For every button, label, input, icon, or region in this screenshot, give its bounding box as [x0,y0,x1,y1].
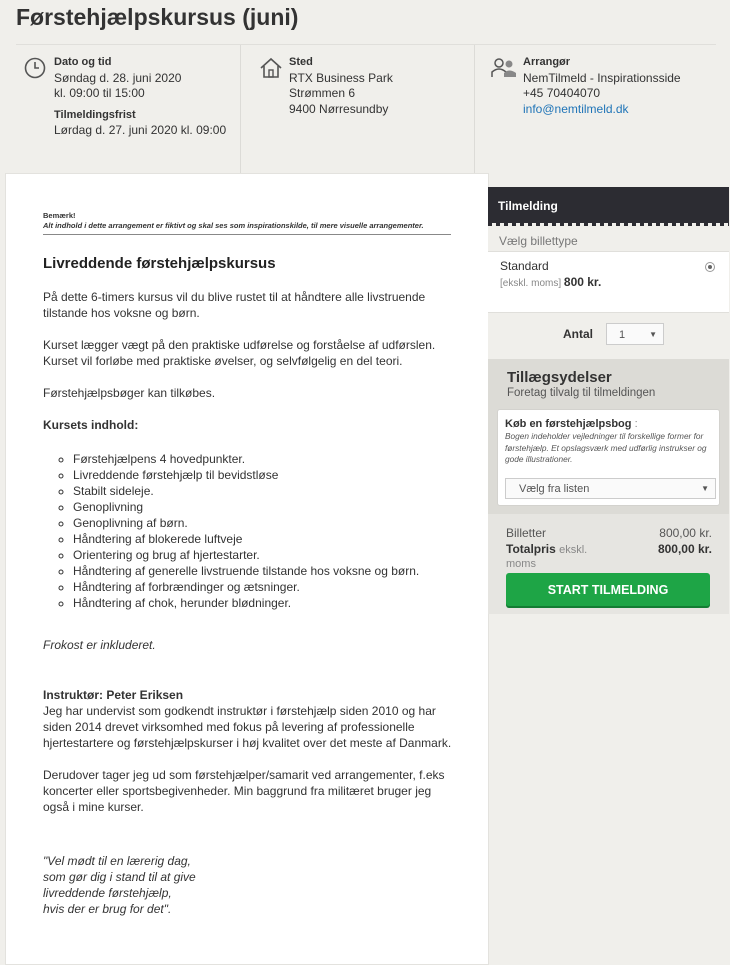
deadline-value: Lørdag d. 27. juni 2020 kl. 09:00 [54,123,227,137]
date-value: Søndag d. 28. juni 2020 [54,70,182,85]
tickets-value: 800,00 kr. [659,526,712,540]
list-item: ◦ Livreddende førstehjælp til bevidstløse [73,467,455,483]
organizer-email-link[interactable]: info@nemtilmeld.dk [523,101,629,116]
total-label: Totalpris [506,542,556,556]
place-label: Sted [289,56,313,68]
organizer-name: NemTilmeld - Inspirationsside [523,70,681,85]
quote-line: "Vel mødt til en lærerig dag, [43,854,191,868]
course-content-list [43,451,455,611]
note-text: Alt indhold i dette arrangement er fiktivt og skal ses som inspirationskilde, til mere visuelle arrangementer. [43,221,424,230]
chevron-down-icon: ▼ [701,484,709,493]
quote-line: som gør dig i stand til at give [43,870,196,884]
addons-title: Tillægsydelser [507,369,612,386]
book-addon-card [497,409,720,506]
house-icon [259,57,283,79]
people-icon [490,57,518,79]
event-content [43,254,455,933]
event-description-card [5,173,489,965]
deadline-label: Tilmeldingsfrist [54,108,136,121]
paragraph: På dette 6-timers kursus vil du blive rustet til at håndtere alle livstruende tilstande hos voksne og børn. [43,290,426,320]
organizer-phone: +45 70404070 [523,86,601,100]
page-title: Førstehjælpskursus (juni) [16,4,299,30]
list-item: ◦ Håndtering af forbrændinger og ætsninger. [73,579,455,595]
place-line1: RTX Business Park [289,70,393,85]
book-title-colon: : [634,418,638,430]
quantity-label: Antal [563,327,593,341]
list-item: ◦ Orientering og brug af hjertestarter. [73,547,455,563]
ticket-type-label: Vælg billettype [488,223,729,251]
date-label: Dato og tid [54,56,112,68]
place-line3: 9400 Nørresundby [289,101,389,116]
start-registration-button[interactable]: START TILMELDING [506,573,710,606]
registration-header: Tilmelding [488,187,729,223]
lunch-note: Frokost er inkluderet. [43,638,156,652]
addons-subtitle: Foretag tilvalg til tilmeldingen [507,387,656,399]
paragraph: Førstehjælpsbøger kan tilkøbes. [43,386,216,400]
ticket-price: 800 kr. [563,275,602,289]
total-label-row [506,542,587,556]
instructor-bio: Jeg har undervist som godkendt instruktør i førstehjælp siden 2010 og har siden 2014 drevet virksomhed med fokus på levering af professionelle hjertestartere og førstehjælpskurser i høj kvalitet over det meste af Danmark. [43,704,452,750]
ticket-radio[interactable] [705,262,715,272]
info-date [16,45,240,173]
ticket-option-standard[interactable] [488,251,729,313]
registration-panel [488,187,729,614]
addons-section [488,359,729,514]
ticket-price-row [500,275,717,289]
list-item: ◦ Stabilt sideleje. [73,483,455,499]
time-value: kl. 09:00 til 15:00 [54,86,145,100]
chevron-down-icon: ▼ [649,330,657,339]
quote-line: livreddende førstehjælp, [43,886,172,900]
list-item: ◦ Førstehjælpens 4 hovedpunkter. [73,451,455,467]
list-item: ◦ Genoplivning af børn. [73,515,455,531]
list-item: ◦ Genoplivning [73,499,455,515]
disclaimer-note [43,211,451,231]
quote-line: hvis der er brug for det". [43,902,172,916]
book-title-row [505,418,712,430]
ticket-name: Standard [500,259,549,273]
place-line2: Strømmen 6 [289,86,356,100]
organizer-label: Arrangør [523,56,571,68]
list-item: ◦ Håndtering af chok, herunder blødninger. [73,595,455,611]
clock-icon [24,57,46,79]
quote [43,853,455,917]
info-organizer [474,45,721,173]
total-moms: moms [506,558,536,570]
book-select[interactable] [505,478,716,499]
totals-section [488,514,729,574]
tickets-label: Billetter [506,526,547,540]
instructor-title: Instruktør: Peter Eriksen [43,688,184,702]
list-item: ◦ Håndtering af blokerede luftveje [73,531,455,547]
paragraph: Derudover tager jeg ud som førstehjælper/samarit ved arrangementer, f.eks koncerter eller sportsbegivenheder. Min baggrund fra militæret bruger jeg også i mine kurser. [43,768,445,814]
quantity-select[interactable] [606,323,664,345]
list-title: Kursets indhold: [43,418,139,432]
book-title: Køb en førstehjælpsbog [505,418,632,430]
total-value: 800,00 kr. [657,542,712,556]
book-description: Bogen indeholder vejledninger til forskellige former for førstehjælp. Et opslagsværk med udførlig instrukser og gode illustrationer. [505,431,707,464]
content-heading: Livreddende førstehjælpskursus [43,255,276,272]
paragraph: Kurset lægger vægt på den praktiske udførelse og forståelse af udførslen. Kurset vil forløbe med praktiske øvelser, og selvfølgelig en del teori. [43,338,436,368]
note-divider [43,234,451,235]
quantity-value: 1 [619,329,626,341]
info-place [240,45,475,173]
instructor-block [43,687,455,751]
note-title: Bemærk! [43,211,76,220]
quantity-row [488,313,729,359]
list-item: ◦ Håndtering af generelle livstruende tilstande hos voksne og børn. [73,563,455,579]
book-select-value: Vælg fra listen [519,483,590,495]
ticket-excl: [ekskl. moms] [500,278,562,289]
total-excl: ekskl. [559,544,588,556]
